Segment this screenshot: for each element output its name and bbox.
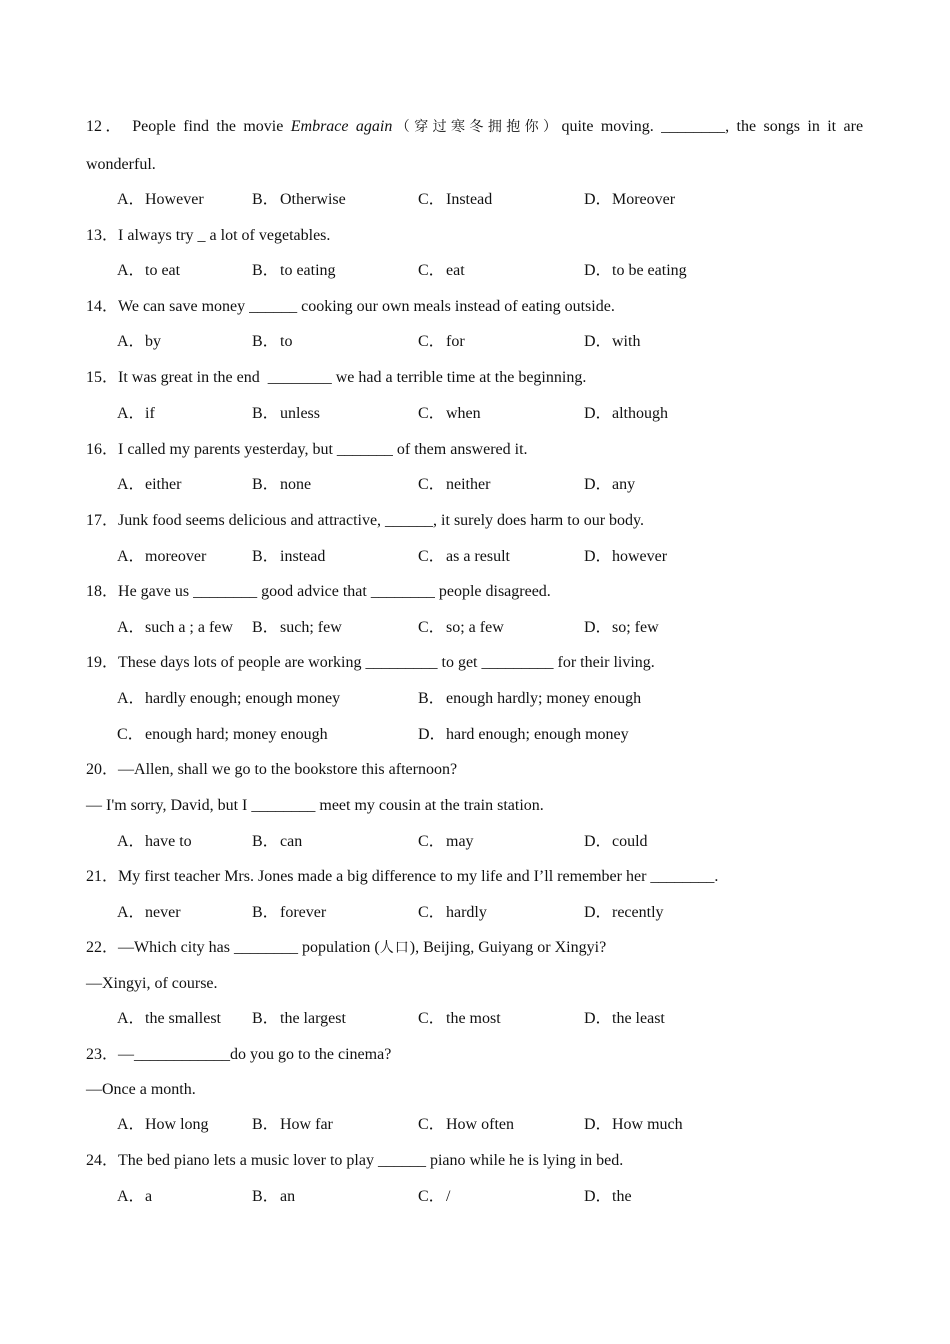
q18-option-d[interactable]: D．so; few	[584, 619, 659, 636]
q23-option-a[interactable]: A．How long	[117, 1116, 209, 1133]
q12-option-c[interactable]: C．Instead	[418, 191, 493, 208]
q24-option-b[interactable]: B．an	[252, 1188, 296, 1205]
q20-option-d[interactable]: D．could	[584, 833, 648, 850]
q13-option-c[interactable]: C．eat	[418, 262, 465, 279]
q16-option-d[interactable]: D．any	[584, 476, 636, 493]
question-15-stem: 15．It was great in the end ________ we had a terrible time at the beginning.	[86, 369, 587, 386]
q18-option-a[interactable]: A．such a ; a few	[117, 619, 233, 636]
q17-option-d[interactable]: D．however	[584, 548, 668, 565]
q15-option-d[interactable]: D．although	[584, 405, 668, 422]
q19-option-c[interactable]: C．enough hard; money enough	[117, 726, 328, 743]
q19-option-a[interactable]: A．hardly enough; enough money	[117, 690, 341, 707]
q17-option-b[interactable]: B．instead	[252, 548, 326, 565]
q14-option-a[interactable]: A．by	[117, 333, 161, 350]
q24-option-a[interactable]: A．a	[117, 1188, 153, 1205]
q16-option-b[interactable]: B．none	[252, 476, 312, 493]
chinese-gloss: （穿过寒冬拥抱你）	[392, 119, 562, 135]
q22-option-b[interactable]: B．the largest	[252, 1010, 346, 1027]
question-20-stem: 20．—Allen, shall we go to the bookstore this afternoon?	[86, 761, 458, 778]
question-19-stem: 19．These days lots of people are working _________ to get _________ for their living.	[86, 654, 655, 671]
q17-option-a[interactable]: A．moreover	[117, 548, 207, 565]
q15-option-c[interactable]: C．when	[418, 405, 481, 422]
q23-option-c[interactable]: C．How often	[418, 1116, 514, 1133]
q23-option-b[interactable]: B．How far	[252, 1116, 333, 1133]
movie-title: Embrace again	[290, 118, 393, 135]
q17-option-c[interactable]: C．as a result	[418, 548, 510, 565]
question-18-stem: 18．He gave us ________ good advice that ________ people disagreed.	[86, 583, 551, 600]
q21-option-d[interactable]: D．recently	[584, 904, 664, 921]
q15-option-a[interactable]: A．if	[117, 405, 155, 422]
question-24-stem: 24．The bed piano lets a music lover to play ______ piano while he is lying in bed.	[86, 1152, 624, 1169]
q23-option-d[interactable]: D．How much	[584, 1116, 683, 1133]
q18-option-b[interactable]: B．such; few	[252, 619, 342, 636]
q12-option-b[interactable]: B．Otherwise	[252, 191, 346, 208]
q12-option-a[interactable]: A．However	[117, 191, 204, 208]
question-23-stem: 23．—____________do you go to the cinema?	[86, 1046, 392, 1063]
question-22-stem: 22．—Which city has ________ population (人口), Beijing, Guiyang or Xingyi?	[86, 939, 607, 956]
q20-option-c[interactable]: C．may	[418, 833, 474, 850]
q22-option-a[interactable]: A．the smallest	[117, 1010, 221, 1027]
question-16-stem: 16．I called my parents yesterday, but _______ of them answered it.	[86, 441, 528, 458]
q20-option-a[interactable]: A．have to	[117, 833, 192, 850]
q14-option-d[interactable]: D．with	[584, 333, 641, 350]
question-13-stem: 13．I always try _ a lot of vegetables.	[86, 227, 331, 244]
q15-option-b[interactable]: B．unless	[252, 405, 320, 422]
q19-option-d[interactable]: D．hard enough; enough money	[418, 726, 629, 743]
q24-option-d[interactable]: D．the	[584, 1188, 632, 1205]
q16-option-c[interactable]: C．neither	[418, 476, 491, 493]
question-21-stem: 21．My first teacher Mrs. Jones made a big difference to my life and I’ll remember her ________.	[86, 868, 719, 885]
q21-option-a[interactable]: A．never	[117, 904, 181, 921]
q24-option-c[interactable]: C．/	[418, 1188, 451, 1205]
q13-option-d[interactable]: D．to be eating	[584, 262, 687, 279]
chinese-gloss: 人口	[379, 940, 410, 956]
question-12-stem: 12． People find the movie Embrace again（穿过寒冬拥抱你）quite moving. ________, the songs in it are	[86, 118, 864, 135]
q22-option-c[interactable]: C．the most	[418, 1010, 501, 1027]
q21-option-b[interactable]: B．forever	[252, 904, 327, 921]
q20-option-b[interactable]: B．can	[252, 833, 303, 850]
q22-option-d[interactable]: D．the least	[584, 1010, 665, 1027]
q14-option-b[interactable]: B．to	[252, 333, 293, 350]
q19-option-b[interactable]: B．enough hardly; money enough	[418, 690, 642, 707]
q16-option-a[interactable]: A．either	[117, 476, 182, 493]
question-12-continuation: wonderful.	[86, 156, 156, 173]
question-20-continuation: — I'm sorry, David, but I ________ meet my cousin at the train station.	[86, 797, 544, 814]
question-14-stem: 14．We can save money ______ cooking our own meals instead of eating outside.	[86, 298, 615, 315]
q12-option-d[interactable]: D．Moreover	[584, 191, 676, 208]
q21-option-c[interactable]: C．hardly	[418, 904, 487, 921]
question-23-continuation: —Once a month.	[86, 1081, 196, 1098]
question-22-continuation: —Xingyi, of course.	[86, 975, 218, 992]
q13-option-b[interactable]: B．to eating	[252, 262, 336, 279]
q18-option-c[interactable]: C．so; a few	[418, 619, 504, 636]
question-17-stem: 17．Junk food seems delicious and attractive, ______, it surely does harm to our body.	[86, 512, 644, 529]
q14-option-c[interactable]: C．for	[418, 333, 465, 350]
q13-option-a[interactable]: A．to eat	[117, 262, 181, 279]
